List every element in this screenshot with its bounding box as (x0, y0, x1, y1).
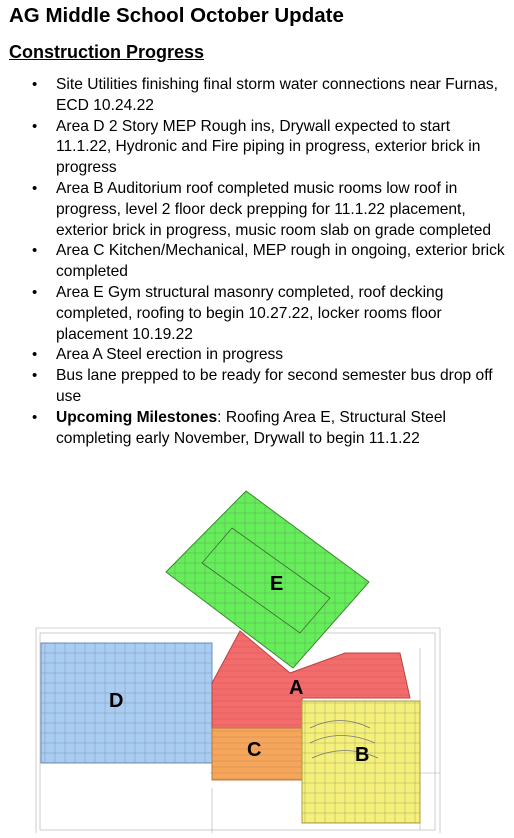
page-title: AG Middle School October Update (9, 4, 344, 27)
area-label-e: E (270, 573, 284, 595)
progress-list (0, 75, 506, 449)
list-item: • Bus lane prepped to be ready for second semester bus drop off use (56, 366, 506, 408)
milestones-label: Upcoming Milestones (56, 408, 218, 426)
area-label-d: D (109, 690, 124, 712)
milestones-text: : Roofing Area E, Structural Steel completing early November, Drywall to begin 11.1.22 (56, 408, 446, 447)
list-item: • Site Utilities finishing final storm water connections near Furnas, ECD 10.24.22 (56, 75, 506, 117)
list-item: • Area D 2 Story MEP Rough ins, Drywall expected to start 11.1.22, Hydronic and Fire piping in progress, exterior brick in progress (56, 117, 506, 179)
site-plan (0, 488, 514, 838)
list-item: • Area C Kitchen/Mechanical, MEP rough in ongoing, exterior brick completed (56, 241, 506, 283)
milestones-item (56, 408, 506, 450)
list-item: • Area E Gym structural masonry completed, roof decking completed, roofing to begin 10.27.22, locker rooms floor placement 10.19.22 (56, 283, 506, 345)
area-label-a: A (289, 677, 304, 699)
section-heading: Construction Progress (9, 42, 205, 62)
area-label-c: C (247, 739, 262, 761)
area-label-b: B (355, 744, 370, 766)
list-item: • Area B Auditorium roof completed music rooms low roof in progress, level 2 floor deck prepping for 11.1.22 placement, exterior brick in progress, music room slab on grade completed (56, 179, 506, 241)
list-item: • Area A Steel erection in progress (56, 345, 506, 366)
